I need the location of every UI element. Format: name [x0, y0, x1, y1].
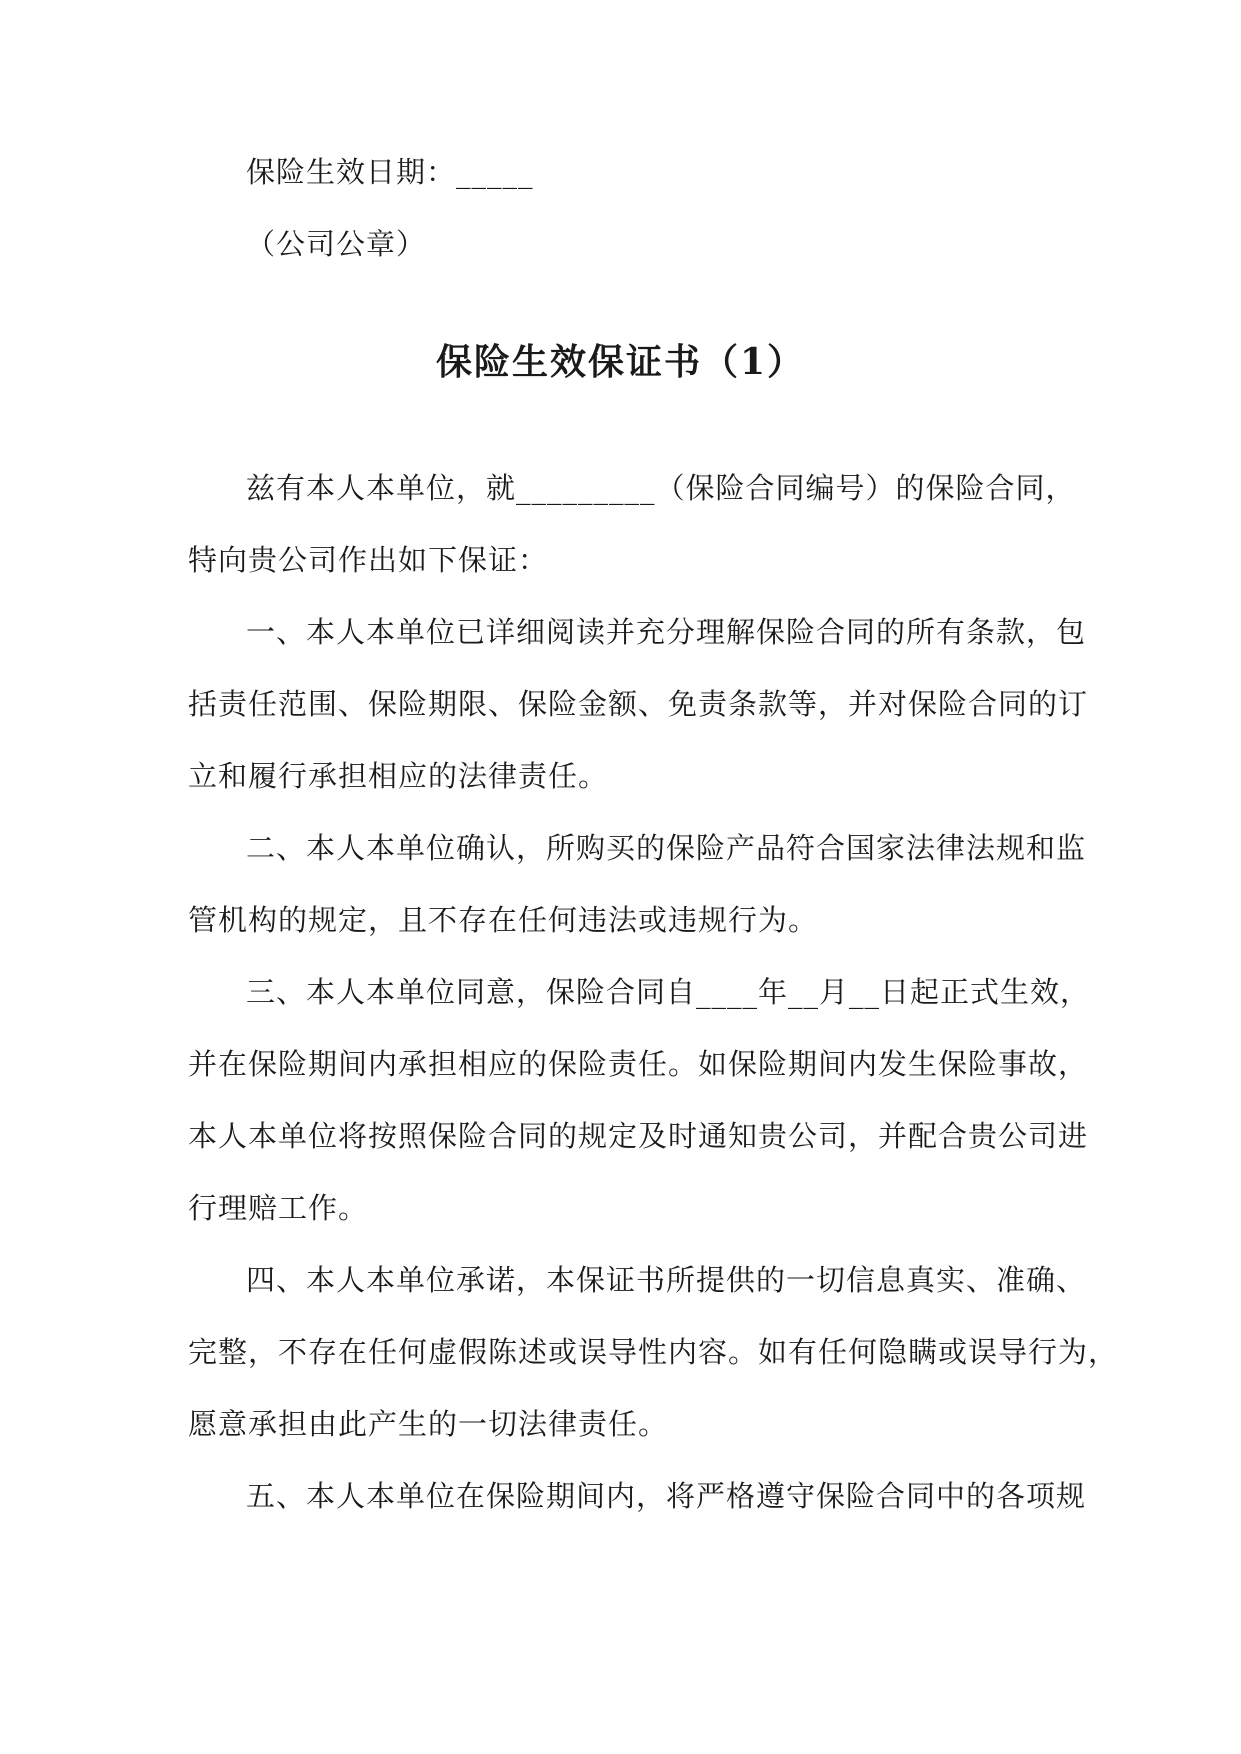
clause-2-line-2: 管机构的规定，且不存在任何违法或违规行为。 [188, 903, 819, 937]
clause-3-line-1: 三、本人本单位同意，保险合同自____年__月__日起正式生效， [246, 975, 1091, 1009]
clause-4-line-1: 四、本人本单位承诺，本保证书所提供的一切信息真实、准确、 [246, 1263, 1087, 1297]
clause-1-line-1: 一、本人本单位已详细阅读并充分理解保险合同的所有条款，包 [246, 615, 1087, 649]
company-seal-line: （公司公章） [246, 227, 427, 261]
clause-2-line-1: 二、本人本单位确认，所购买的保险产品符合国家法律法规和监 [246, 831, 1087, 865]
clause-1-line-2: 括责任范围、保险期限、保险金额、免责条款等，并对保险合同的订 [188, 687, 1089, 721]
intro-line-2: 特向贵公司作出如下保证： [188, 543, 549, 577]
clause-3-line-2: 并在保险期间内承担相应的保险责任。如保险期间内发生保险事故， [188, 1047, 1089, 1081]
document-title: 保险生效保证书（1） [435, 341, 806, 383]
effective-date-line: 保险生效日期：_____ [246, 155, 534, 189]
clause-1-line-3: 立和履行承担相应的法律责任。 [188, 759, 609, 793]
clause-3-line-4: 行理赔工作。 [188, 1191, 369, 1225]
intro-line-1: 兹有本人本单位，就_________（保险合同编号）的保险合同， [246, 471, 1076, 505]
clause-5-line-1: 五、本人本单位在保险期间内，将严格遵守保险合同中的各项规 [246, 1479, 1087, 1513]
clause-4-line-3: 愿意承担由此产生的一切法律责任。 [188, 1407, 669, 1441]
clause-4-line-2: 完整，不存在任何虚假陈述或误导性内容。如有任何隐瞒或误导行为， [188, 1335, 1119, 1369]
clause-3-line-3: 本人本单位将按照保险合同的规定及时通知贵公司，并配合贵公司进 [188, 1119, 1089, 1153]
